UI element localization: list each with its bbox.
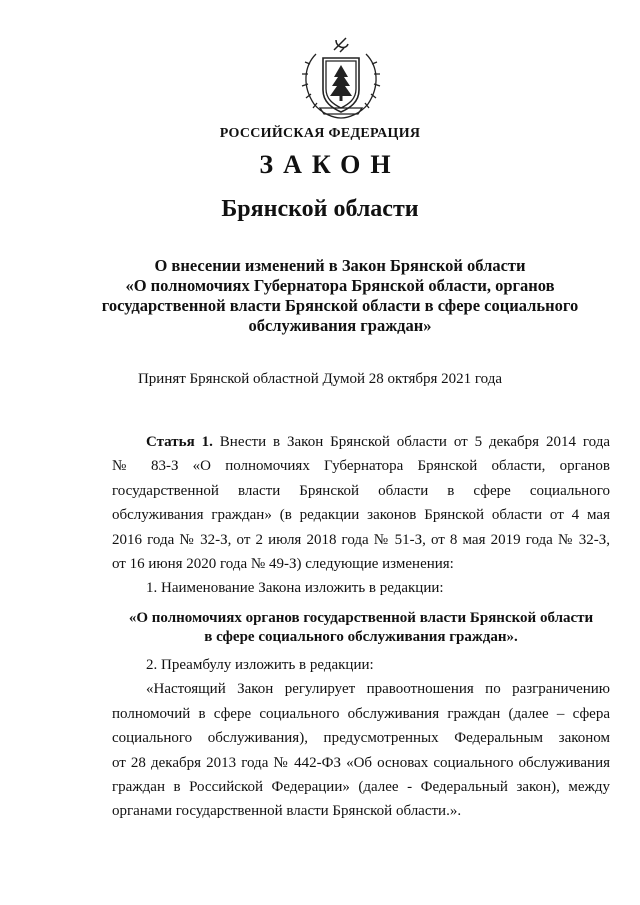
law-title-line: государственной власти Брянской области в сфере социального	[101, 296, 579, 315]
article-1-line: 2016 года № 32-З, от 2 июля 2018 года № 51-З, от 8 мая 2019 года № 32-З,	[112, 531, 610, 548]
article-1	[112, 430, 610, 601]
federation-heading: РОССИЙСКАЯ ФЕДЕРАЦИЯ	[219, 126, 421, 141]
law-title-line: обслуживания граждан»	[248, 316, 432, 335]
law-title-line: О внесении изменений в Закон Брянской области	[154, 256, 526, 275]
article-1-line: № 83-З «О полномочиях Губернатора Брянской области, органов	[112, 458, 610, 475]
preamble-line: социального обслуживания), предусмотренных Федеральным законом	[112, 730, 610, 747]
new-law-name	[112, 609, 610, 647]
coat-of-arms-emblem	[296, 34, 386, 120]
article-1-line: обслуживания граждан» (в редакции законов Брянской области от 4 мая	[112, 507, 610, 524]
preamble-line: граждан в Российской Федерации» (далее - Федеральный закон), между	[112, 779, 610, 796]
preamble-line: от 28 декабря 2013 года № 442-ФЗ «Об основах социального обслуживания	[112, 754, 610, 771]
new-law-name-line: в сфере социального обслуживания граждан».	[204, 629, 518, 645]
new-law-name-line: «О полномочиях органов государственной власти Брянской области	[128, 610, 594, 626]
law-title-line: «О полномочиях Губернатора Брянской области, органов	[125, 276, 555, 295]
article-1-line: Статья 1. Внести в Закон Брянской области от 5 декабря 2014 года	[146, 434, 611, 450]
document-type-heading: ЗАКОН	[259, 150, 401, 179]
article-1-line: государственной власти Брянской области в сфере социального	[112, 482, 610, 499]
preamble-line: органами государственной власти Брянской области.».	[112, 803, 462, 820]
region-heading: Брянской области	[221, 196, 419, 222]
preamble-line: «Настоящий Закон регулирует правоотношения по разграничению	[146, 681, 610, 698]
adoption-note: Принят Брянской областной Думой 28 октября 2021 года	[137, 371, 503, 387]
law-title	[100, 256, 580, 336]
article-1-line: от 16 июня 2020 года № 49-З) следующие изменения:	[112, 556, 454, 573]
item-2-text: 2. Преамбулу изложить в редакции:	[146, 657, 374, 673]
preamble-line: полномочий в сфере социального обслуживания граждан (далее – сфера	[112, 705, 610, 722]
article-1-label: Статья 1.	[146, 434, 213, 450]
item-1-text: 1. Наименование Закона изложить в редакции:	[146, 580, 444, 597]
item-2	[112, 653, 610, 824]
